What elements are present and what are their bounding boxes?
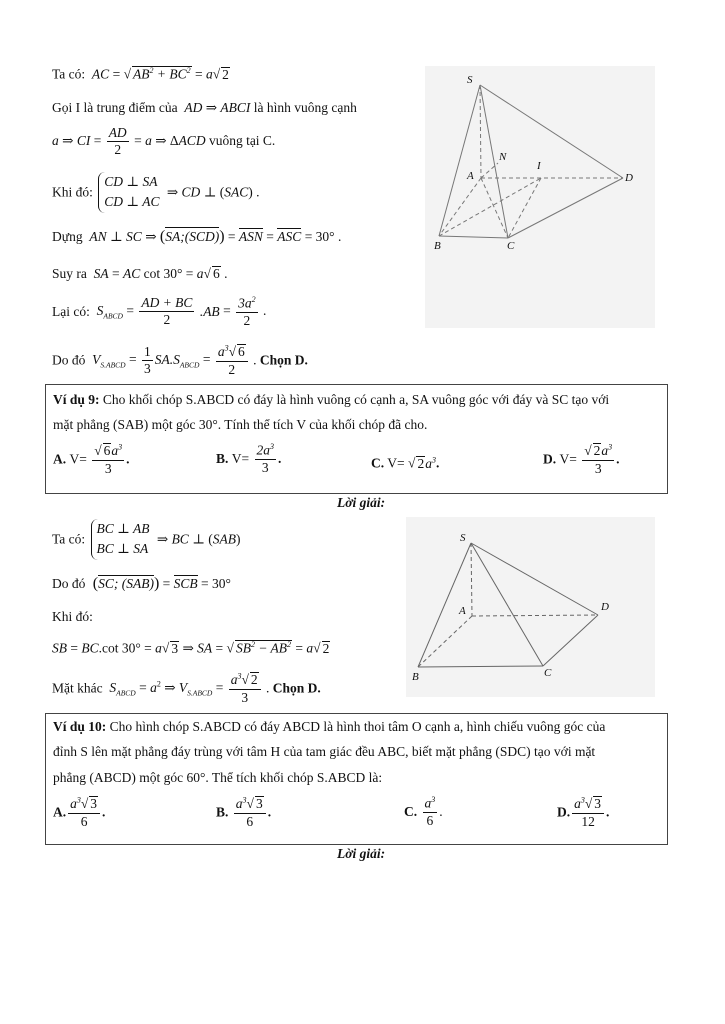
ex10-q2: đỉnh S lên mặt phẳng đáy trùng với tâm H của tam giác đều ABC, biết mặt phẳng (SDC) tạo với mặt — [53, 744, 596, 759]
ex10-line3: phẳng (ABCD) một góc 60°. Thể tích khối chóp S.ABCD là: — [53, 770, 383, 785]
ex9-q2b: . Tính thể tích V của khối chóp đã cho. — [217, 417, 428, 432]
ex10-option-a: A. $\frac{a^3√ 3}{6}$ . — [53, 795, 106, 829]
ex9-line1 — [53, 392, 609, 408]
ex10-opt-c-letter: C. — [404, 803, 418, 819]
ex10-line1 — [53, 719, 605, 735]
ex9-option-b: B. V= $\frac{2a^3}{3}$ . — [216, 442, 282, 475]
example-10-box — [45, 713, 668, 845]
fig1-label-b: B — [434, 240, 441, 252]
ex9-opt-a-letter: A. — [53, 451, 67, 467]
sol9-line5-label: Mặt khác — [52, 680, 103, 696]
sol9-line3-label: Khi đó: — [52, 609, 93, 624]
ex10-option-c: C. $\frac{a^3}{6}$ . — [404, 795, 443, 828]
ex9-opt-d-letter: D. — [543, 451, 557, 467]
sol8-line6-label: Suy ra — [52, 266, 87, 281]
sol8-line2-text: Gọi I là trung điểm của — [52, 100, 178, 115]
fig2-label-s: S — [460, 532, 466, 544]
fig1-label-s: S — [467, 74, 473, 86]
sol8-line1: Ta có: AC = √ $AB^2 + BC^2 = a√$ 2 — [52, 66, 229, 82]
sol8-line8: Do đó $V_{S.ABCD}$ = $\frac{1}{3}$ $SA.S_{ABCD}$ = $\frac{a^3√ 6}{2}$ . Chọn D. — [52, 343, 308, 377]
ex10-opt-a-letter: A. — [53, 804, 67, 820]
sol9-line3 — [52, 609, 93, 625]
sol8-line3: a ⇒ CI = $\frac{AD}{2}$ = a ⇒ ΔACD vuông tại C. — [52, 125, 276, 158]
sol8-line7-label: Lại có: — [52, 303, 90, 319]
fig2-label-d: D — [601, 601, 609, 613]
sol8-line7: Lại có: $S_{ABCD}$ = $\frac{AD + BC}{2}$ .AB = $\frac{3a^2}{2}$ . — [52, 295, 267, 328]
sol8-line8-label: Do đó — [52, 352, 86, 368]
ex9-option-a: A. V= $\frac{√ 6a^3}{3}$ . — [53, 442, 130, 476]
sol9-line4: SB = BC.cot 30° = a√ 3 ⇒ SA = √ $SB^2 - AB^2 = a√$ 2 — [52, 640, 330, 656]
sol8-line1-label: Ta có: — [52, 66, 86, 82]
sol8-line3-tail: vuông tại C. — [208, 132, 276, 148]
ex9-opt-a-v: V= — [69, 451, 87, 467]
ex10-opt-d-letter: D. — [557, 804, 571, 820]
fig2-label-b: B — [412, 671, 419, 683]
ex10-line2 — [53, 744, 595, 760]
sol8-line2: Gọi I là trung điểm của AD ⇒ ABCI là hình vuông cạnh — [52, 100, 357, 115]
ex10-q1: Cho hình chóp S.ABCD có đáy ABCD là hình thoi tâm O cạnh a, hình chiếu vuông góc của — [109, 719, 606, 734]
ex10-opt-b-letter: B. — [216, 804, 229, 820]
ex9-opt-c-letter: C. — [371, 455, 385, 471]
ex9-q1: Cho khối chóp S.ABCD có đáy là hình vuông có cạnh a, SA vuông góc với đáy và SC tạo với — [102, 392, 610, 407]
fig1-label-i: I — [537, 160, 541, 172]
sol8-line5: Dựng AN ⊥ SC ⇒ (SA;(SCD)) = ASN = ASC = 30° . — [52, 228, 342, 245]
sol9-line5: Mặt khác $S_{ABCD} = a^2$ ⇒ $V_{S.ABCD}$ = $\frac{a^3√ 2}{3}$ . Chọn D. — [52, 671, 321, 705]
ex10-option-b: B. $\frac{a^3√ 3}{6}$ . — [216, 795, 272, 829]
sol9-heading: Lời giải: — [337, 495, 386, 510]
sol9-choice: Chọn D. — [272, 680, 321, 696]
ex9-q2a: mặt phẳng (SAB) một góc — [53, 417, 196, 432]
ex9-opt-b-letter: B. — [216, 450, 229, 466]
sol8-line2-tail: là hình vuông cạnh — [253, 100, 357, 115]
sol9-line1-label: Ta có: — [52, 531, 86, 547]
fig1-label-c: C — [507, 240, 515, 252]
fig1-label-n: N — [499, 151, 507, 163]
sol8-line5-label: Dựng — [52, 229, 83, 244]
pyramid-2-drawing — [406, 517, 655, 697]
sol8-line4-label: Khi đó: — [52, 184, 93, 200]
ex10-title: Ví dụ 10: — [53, 719, 107, 734]
sol9-line2: Do đó (SC; (SAB)) = SCB = 30° — [52, 575, 231, 592]
sol9-line1: Ta có: BC ⊥ AB BC ⊥ SA ⇒ BC ⊥ (SAB) — [52, 519, 241, 560]
figure-pyramid-2 — [406, 517, 655, 697]
ex9-line2: mặt phẳng (SAB) một góc 30°. Tính thể tích V của khối chóp đã cho. — [53, 417, 428, 432]
sol9-line2-label: Do đó — [52, 576, 86, 591]
ex9-option-c: C. V= √ $2a^3$. — [371, 455, 440, 471]
fig1-label-d: D — [625, 172, 633, 184]
example-9-box — [45, 384, 668, 494]
ex9-opt-c-v: V= — [387, 455, 405, 471]
sol10-heading: Lời giải: — [337, 846, 386, 861]
ex10-q3a: phẳng (ABCD) một góc — [53, 770, 184, 785]
ex9-option-d: D. V= $\frac{√ 2a^3}{3}$ . — [543, 442, 620, 476]
fig1-label-a: A — [467, 170, 474, 182]
ex9-title: Ví dụ 9: — [53, 392, 100, 407]
ex10-option-d: D. $\frac{a^3√ 3}{12}$ . — [557, 795, 610, 829]
figure-pyramid-1 — [425, 66, 655, 328]
ex9-opt-d-v: V= — [559, 451, 577, 467]
sol8-line4: Khi đó: CD ⊥ SA CD ⊥ AC ⇒ CD ⊥ (SAC) . — [52, 172, 260, 213]
pyramid-1-drawing — [425, 66, 655, 328]
sol8-line6: Suy ra SA = AC cot 30° = a√ 6 . — [52, 266, 228, 281]
ex10-q3b: . Thể tích khối chóp S.ABCD là: — [205, 770, 383, 785]
ex9-opt-b-v: V= — [231, 450, 250, 466]
fig2-label-c: C — [544, 667, 552, 679]
sol8-choice: Chọn D. — [259, 352, 308, 368]
fig2-label-a: A — [459, 605, 466, 617]
